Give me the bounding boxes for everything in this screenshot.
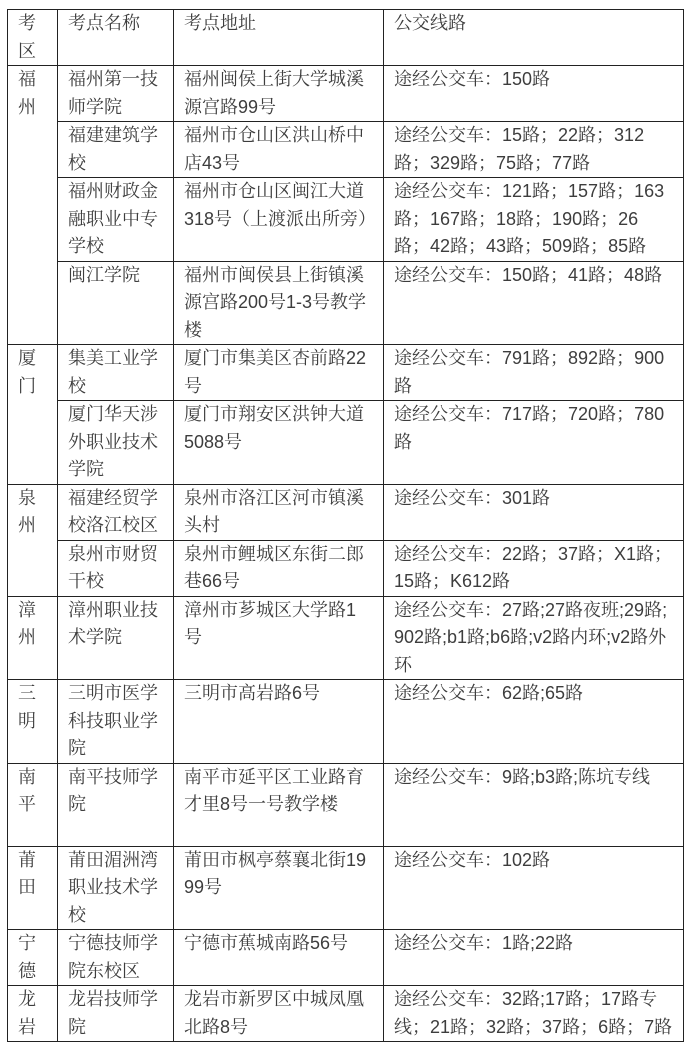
site-name-cell: 漳州职业技术学院 xyxy=(58,596,174,680)
site-name-cell: 厦门华天涉外职业技术学院 xyxy=(58,401,174,485)
table-row xyxy=(8,763,684,846)
table-row xyxy=(8,345,684,401)
site-name-cell: 福建建筑学校 xyxy=(58,122,174,178)
site-address-cell: 莆田市枫亭蔡襄北街1999号 xyxy=(174,846,384,930)
bus-routes-cell: 途经公交车：121路；157路；163路；167路；18路；190路；26路；42路；43路；509路；85路 xyxy=(384,178,684,262)
bus-routes-cell: 途经公交车：15路；22路；312路；329路；75路；77路 xyxy=(384,122,684,178)
bus-routes-cell: 途经公交车：791路；892路；900路 xyxy=(384,345,684,401)
bus-routes-cell: 途经公交车：717路；720路；780路 xyxy=(384,401,684,485)
bus-routes-cell: 途经公交车：102路 xyxy=(384,846,684,930)
site-address-cell: 福州市闽侯县上街镇溪源宫路200号1-3号教学楼 xyxy=(174,261,384,345)
site-name-cell: 三明市医学科技职业学院 xyxy=(58,680,174,764)
table-row xyxy=(8,680,684,764)
bus-routes-cell: 途经公交车：301路 xyxy=(384,484,684,540)
table-row xyxy=(8,484,684,540)
table-row xyxy=(8,122,684,178)
site-address-cell: 漳州市芗城区大学路1号 xyxy=(174,596,384,680)
table-row xyxy=(8,930,684,986)
col-header-bus: 公交线路 xyxy=(384,10,684,66)
bus-routes-cell: 途经公交车：27路;27路夜班;29路;902路;b1路;b6路;v2路内环;v2路外环 xyxy=(384,596,684,680)
site-address-cell: 南平市延平区工业路育才里8号一号教学楼 xyxy=(174,763,384,846)
site-name-cell: 龙岩技师学院 xyxy=(58,986,174,1042)
page xyxy=(0,9,690,1037)
site-address-cell: 福州闽侯上街大学城溪源宫路99号 xyxy=(174,66,384,122)
table-row xyxy=(8,178,684,262)
table-row xyxy=(8,66,684,122)
table-row xyxy=(8,846,684,930)
site-name-cell: 莆田湄洲湾职业技术学校 xyxy=(58,846,174,930)
table-row xyxy=(8,401,684,485)
site-address-cell: 厦门市翔安区洪钟大道5088号 xyxy=(174,401,384,485)
site-name-cell: 泉州市财贸干校 xyxy=(58,540,174,596)
bus-routes-cell: 途经公交车：150路 xyxy=(384,66,684,122)
site-name-cell: 闽江学院 xyxy=(58,261,174,345)
region-cell-sanming: 三明 xyxy=(8,680,58,764)
region-cell-longyan: 龙岩 xyxy=(8,986,58,1042)
bus-routes-cell: 途经公交车：150路；41路；48路 xyxy=(384,261,684,345)
region-cell-ningde: 宁德 xyxy=(8,930,58,986)
site-name-cell: 宁德技师学院东校区 xyxy=(58,930,174,986)
header-row xyxy=(8,10,684,66)
col-header-address: 考点地址 xyxy=(174,10,384,66)
site-name-cell: 福州第一技师学院 xyxy=(58,66,174,122)
site-address-cell: 泉州市鲤城区东街二郎巷66号 xyxy=(174,540,384,596)
site-address-cell: 福州市仓山区洪山桥中店43号 xyxy=(174,122,384,178)
bus-routes-cell: 途经公交车：22路；37路；X1路；15路；K612路 xyxy=(384,540,684,596)
site-address-cell: 宁德市蕉城南路56号 xyxy=(174,930,384,986)
region-cell-xiamen: 厦门 xyxy=(8,345,58,485)
table-row xyxy=(8,986,684,1042)
site-address-cell: 龙岩市新罗区中城凤凰北路8号 xyxy=(174,986,384,1042)
bus-routes-cell: 途经公交车：32路;17路；17路专线；21路；32路；37路；6路；7路 xyxy=(384,986,684,1042)
site-address-cell: 福州市仓山区闽江大道318号（上渡派出所旁） xyxy=(174,178,384,262)
table-row xyxy=(8,596,684,680)
region-cell-quanzhou: 泉州 xyxy=(8,484,58,596)
region-cell-putian: 莆田 xyxy=(8,846,58,930)
table-row xyxy=(8,540,684,596)
bus-routes-cell: 途经公交车：9路;b3路;陈坑专线 xyxy=(384,763,684,846)
site-name-cell: 集美工业学校 xyxy=(58,345,174,401)
site-address-cell: 厦门市集美区杏前路22号 xyxy=(174,345,384,401)
bus-routes-cell: 途经公交车：62路;65路 xyxy=(384,680,684,764)
col-header-region: 考区 xyxy=(8,10,58,66)
table-row xyxy=(8,261,684,345)
site-name-cell: 南平技师学院 xyxy=(58,763,174,846)
site-name-cell: 福建经贸学校洛江校区 xyxy=(58,484,174,540)
exam-sites-table xyxy=(7,9,684,1042)
site-address-cell: 三明市高岩路6号 xyxy=(174,680,384,764)
bus-routes-cell: 途经公交车：1路;22路 xyxy=(384,930,684,986)
site-name-cell: 福州财政金融职业中专学校 xyxy=(58,178,174,262)
col-header-site: 考点名称 xyxy=(58,10,174,66)
region-cell-zhangzhou: 漳州 xyxy=(8,596,58,680)
site-address-cell: 泉州市洛江区河市镇溪头村 xyxy=(174,484,384,540)
region-cell-nanping: 南平 xyxy=(8,763,58,846)
region-cell-fuzhou: 福州 xyxy=(8,66,58,345)
